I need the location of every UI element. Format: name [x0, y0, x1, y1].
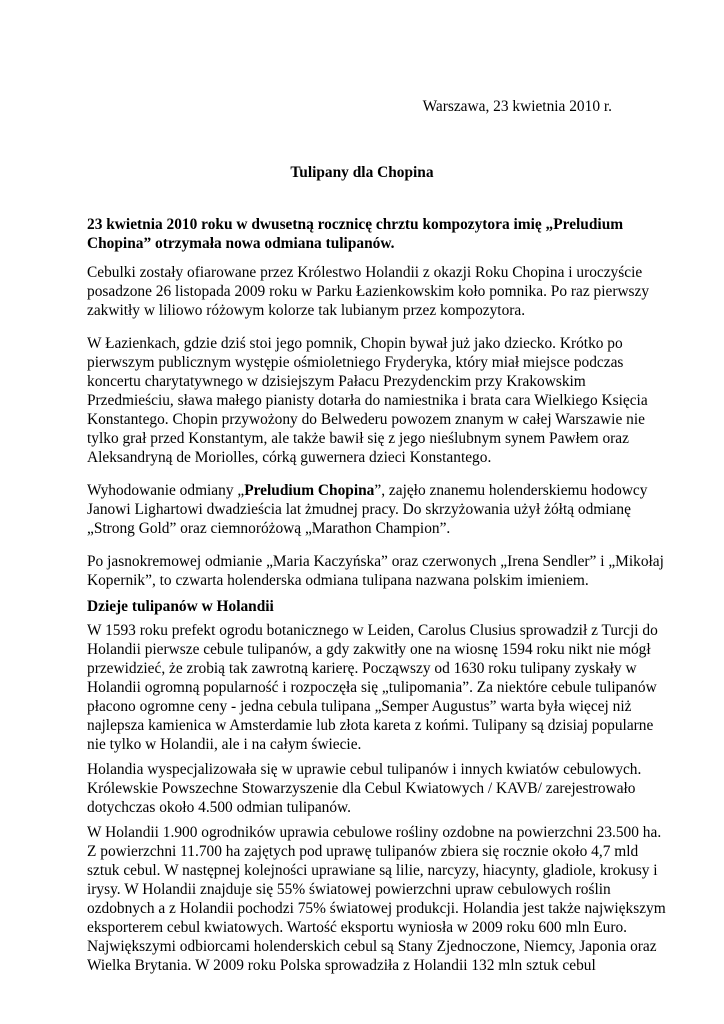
text-line: pierwszym publicznym występie ośmioletniego Fryderyka, który miał miejsce podczas	[87, 354, 624, 371]
text-line: Wielka Brytania. W 2009 roku Polska sprowadziła z Holandii 132 mln sztuk cebul	[87, 957, 596, 974]
document-title: Tulipany dla Chopina	[290, 164, 434, 181]
text-fragment: Wyhodowanie odmiany „	[87, 482, 245, 499]
lead-line: 23 kwietnia 2010 roku w dwusetną rocznicę chrztu kompozytora imię „Preludium	[87, 216, 624, 233]
text-line: płacono ogromne ceny - jedna cebula tulipana „Semper Augustus” warta była więcej niż	[87, 698, 632, 715]
text-line: Z powierzchni 11.700 ha zajętych pod uprawę tulipanów zbiera się rocznie około 4,7 mld	[87, 843, 639, 860]
text-line: Konstantego. Chopin przywożony do Belwederu powozem znanym w całej Warszawie nie	[87, 411, 645, 428]
text-line: irysy. W Holandii znajduje się 55% światowej powierzchni upraw cebulowych roślin	[87, 881, 611, 898]
lead-line: Chopina” otrzymała nowa odmiana tulipanów.	[87, 235, 395, 252]
text-line: Przedmieściu, sława małego pianisty dotarła do namiestnika i brata cara Wielkiego Księcia	[87, 392, 648, 409]
variety-name-bold: Preludium Chopina	[244, 482, 375, 499]
text-line: W Łazienkach, gdzie dziś stoi jego pomnik, Chopin bywał już jako dziecko. Krótko po	[87, 335, 623, 352]
paragraph-lazienki	[87, 334, 647, 467]
text-line: najlepsza kamienica w Amsterdamie lub złota kareta z końmi. Tulipany są dzisiaj popularne	[87, 717, 654, 734]
paragraph-breeding	[87, 481, 647, 538]
text-line: przewidzieć, że zrobią tak zawrotną karierę. Począwszy od 1630 roku tulipany zyskały w	[87, 660, 637, 677]
text-line: Janowi Lighartowi dwadzieścia lat żmudnej pracy. Do skrzyżowania użył żółtą odmianę	[87, 501, 631, 518]
text-line: sztuk cebul. W następnej kolejności uprawiane są lilie, narcyzy, hiacynty, gladiole, krokusy i	[87, 862, 658, 879]
dateline: Warszawa, 23 kwietnia 2010 r.	[422, 98, 612, 115]
lead-paragraph	[87, 215, 623, 253]
text-line: koncertu charytatywnego w dzisiejszym Pałacu Prezydenckim przy Krakowskim	[87, 373, 586, 390]
text-line: W Holandii 1.900 ogrodników uprawia cebulowe rośliny ozdobne na powierzchni 23.500 ha.	[87, 824, 662, 841]
paragraph-statistics	[87, 823, 666, 975]
text-line: dotychczas około 4.500 odmian tulipanów.	[87, 799, 352, 816]
text-line: Holandii ogromną popularność i rozpoczęła się „tulipomania”. Za niektóre cebule tulipanów	[87, 679, 657, 696]
section-heading: Dzieje tulipanów w Holandii	[87, 598, 274, 615]
text-line: zakwitły w liliowo różowym kolorze tak lubianym przez kompozytora.	[87, 302, 526, 319]
paragraph-history	[87, 621, 658, 754]
text-line: „Strong Gold” oraz ciemnoróżową „Marathon Champion”.	[87, 520, 451, 537]
paragraph-specialization	[87, 760, 647, 817]
text-line: Po jasnokremowej odmianie „Maria Kaczyńska” oraz czerwonych „Irena Sendler” i „Mikołaj	[87, 553, 664, 570]
document-body	[87, 263, 666, 981]
text-line: W 1593 roku prefekt ogrodu botanicznego w Leiden, Carolus Clusius sprowadził z Turcji do	[87, 622, 658, 639]
text-line: posadzone 26 listopada 2009 roku w Parku Łazienkowskim koło pomnika. Po raz pierwszy	[87, 283, 650, 300]
text-fragment: ”, zajęło znanemu holenderskiemu hodowcy	[374, 482, 648, 499]
text-line	[87, 481, 647, 500]
paragraph-polish-names	[87, 552, 664, 590]
text-line: nie tylko w Holandii, ale i na całym świecie.	[87, 736, 362, 753]
text-line: Królewskie Powszechne Stowarzyszenie dla Cebul Kwiatowych / KAVB/ zarejestrowało	[87, 780, 636, 797]
text-line: Największymi odbiorcami holenderskich cebul są Stany Zjednoczone, Niemcy, Japonia oraz	[87, 938, 657, 955]
text-line: Holandii pierwsze cebule tulipanów, a gdy zakwitły one na wiosnę 1594 roku nikt nie mógł	[87, 641, 651, 658]
text-line: tylko grał przed Konstantym, ale także bawił się z jego nieślubnym synem Pawłem oraz	[87, 430, 629, 447]
text-line: Cebulki zostały ofiarowane przez Królestwo Holandii z okazji Roku Chopina i uroczyście	[87, 264, 643, 281]
paragraph-gift	[87, 263, 650, 320]
text-line: Kopernik”, to czwarta holenderska odmiana tulipana nazwana polskim imieniem.	[87, 572, 589, 589]
text-line: ozdobnych a z Holandii pochodzi 75% światowej produkcji. Holandia jest także największym	[87, 900, 666, 917]
text-line: Aleksandryną de Moriolles, córką guwernera dzieci Konstantego.	[87, 449, 492, 466]
text-line: Holandia wyspecjalizowała się w uprawie cebul tulipanów i innych kwiatów cebulowych.	[87, 761, 642, 778]
text-line: eksporterem cebul kwiatowych. Wartość eksportu wyniosła w 2009 roku 600 mln Euro.	[87, 919, 628, 936]
